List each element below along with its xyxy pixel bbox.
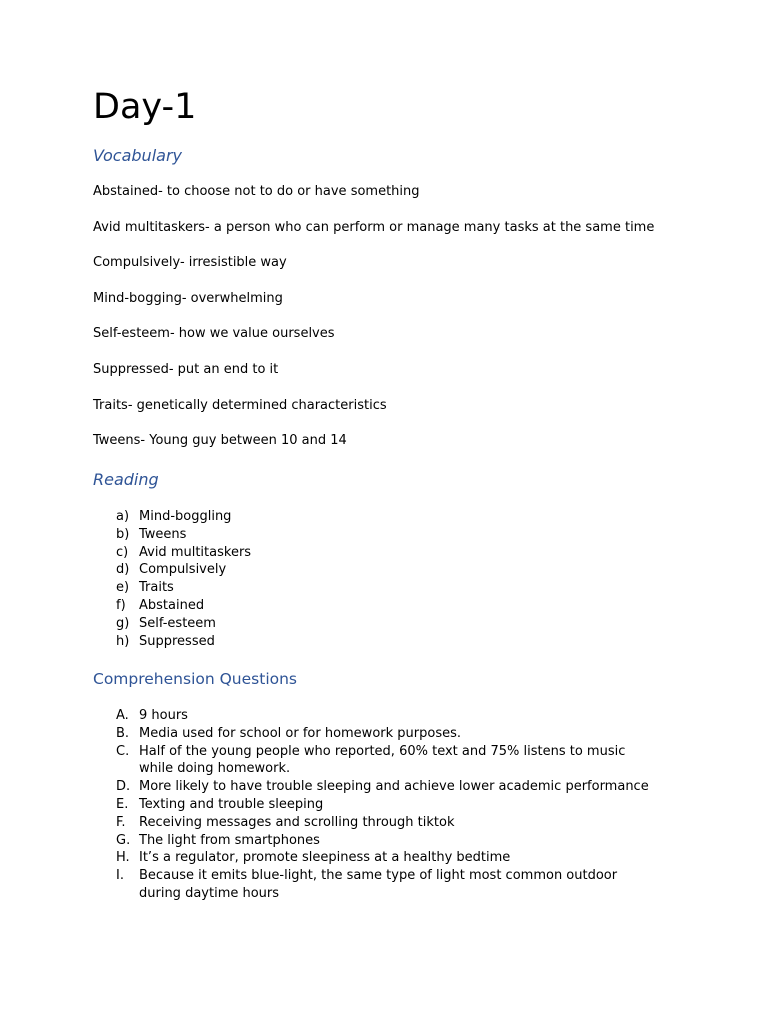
comprehension-heading: Comprehension Questions [93,670,298,688]
reading-item [93,544,659,562]
vocabulary-entry: Self-esteem- how we value ourselves [93,326,335,342]
reading-item [93,526,659,544]
list-marker: E. [116,796,129,812]
list-marker: c) [116,544,129,560]
reading-item [93,579,659,597]
vocabulary-heading: Vocabulary [93,146,182,165]
vocabulary-entry: Avid multitaskers- a person who can perform or manage many tasks at the same time [93,219,655,235]
comprehension-item [93,707,659,725]
list-marker: B. [116,725,130,741]
list-item-text: It’s a regulator, promote sleepiness at a healthy bedtime [139,850,511,866]
vocabulary-entry: Compulsively- irresistible way [93,255,287,271]
vocabulary-entry: Abstained- to choose not to do or have something [93,184,420,199]
list-marker: A. [116,708,129,723]
list-item-text: Avid multitaskers [139,544,252,560]
reading-item [93,615,659,633]
vocabulary-list [93,183,654,468]
comprehension-item [93,814,659,832]
list-marker: d) [116,562,130,578]
comprehension-item [93,725,659,743]
list-marker: e) [116,580,130,596]
list-marker: C. [116,743,130,759]
list-item-text: Traits [139,580,174,596]
list-marker: I. [116,868,124,884]
comprehension-item [93,849,659,867]
list-item-text: Tweens [139,526,187,542]
list-item-text: Compulsively [139,562,227,578]
list-item-text: Abstained [139,597,205,613]
reading-item [93,633,659,651]
reading-item [93,508,659,526]
list-marker: g) [116,615,130,631]
reading-heading: Reading [93,470,159,489]
list-marker: h) [116,633,130,649]
list-marker: F. [116,814,126,830]
vocabulary-entry: Suppressed- put an end to it [93,361,279,377]
list-item-text: Because it emits blue-light, the same type of light most common outdoor during daytime hours [139,868,618,901]
list-item-text: More likely to have trouble sleeping and achieve lower academic performance [139,779,649,795]
reading-item [93,597,659,615]
list-item-text: Half of the young people who reported, 60% text and 75% listens to music while doing homework. [139,743,626,777]
comprehension-item [93,867,659,903]
list-item-text: Mind-boggling [139,509,232,524]
comprehension-item [93,778,659,796]
list-item-text: Receiving messages and scrolling through tiktok [139,814,455,830]
list-item-text: Texting and trouble sleeping [139,796,324,812]
comprehension-item [93,796,659,814]
vocabulary-entry: Traits- genetically determined characteristics [93,397,387,413]
vocabulary-entry: Mind-bogging- overwhelming [93,290,283,306]
list-marker: b) [116,526,130,542]
list-item-text: Self-esteem [139,615,216,631]
vocabulary-entry: Tweens- Young guy between 10 and 14 [93,433,347,449]
comprehension-item [93,743,659,779]
list-item-text: 9 hours [139,708,188,723]
reading-item [93,561,659,579]
list-marker: D. [116,779,131,795]
reading-list [93,508,659,650]
list-item-text: Suppressed [139,633,215,649]
list-item-text: Media used for school or for homework purposes. [139,725,461,741]
comprehension-list [93,707,659,903]
list-item-text: The light from smartphones [139,832,320,848]
list-marker: H. [116,850,130,866]
page-title: Day-1 [93,87,197,127]
comprehension-item [93,832,659,850]
list-marker: a) [116,509,130,524]
list-marker: G. [116,832,131,848]
list-marker: f) [116,597,126,613]
